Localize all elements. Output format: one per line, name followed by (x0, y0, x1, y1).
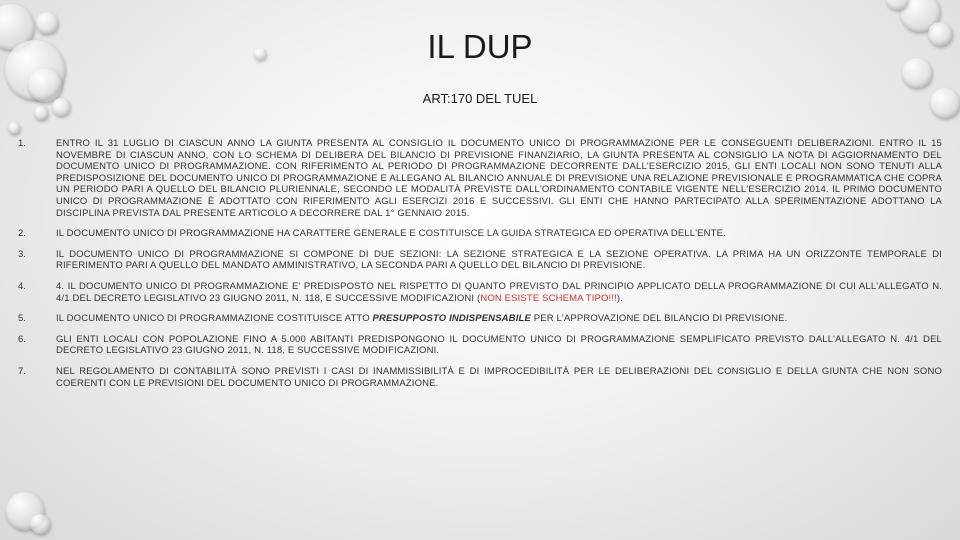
list-item (18, 313, 942, 325)
list-item-number: 7. (18, 365, 26, 377)
list-item-text: ENTRO IL 31 LUGLIO DI CIASCUN ANNO LA GIUNTA PRESENTA AL CONSIGLIO IL DOCUMENTO UNICO DI PROGRAMMAZIONE PER LE CONSEGUENTI DELIBERAZIONI. ENTRO IL 15 NOVEMBRE DI CIASCUN ANNO, CON LO SCHEMA DI DELIBERA DEL BILANCIO DI PREVISIONE FINANZIARIO, LA GIUNTA PRESENTA AL CONSIGLIO LA NOTA DI AGGIORNAMENTO DEL DOCUMENTO UNICO DI PROGRAMMAZIONE. CON RIFERIMENTO AL PERIODO DI PROGRAMMAZIONE DECORRENTE DALL'ESERCIZIO 2015, GLI ENTI LOCALI NON SONO TENUTI ALLA PREDISPOSIZIONE DEL DOCUMENTO UNICO DI PROGRAMMAZIONE E ALLEGANO AL BILANCIO ANNUALE DI PREVISIONE UNA RELAZIONE PREVISIONALE E PROGRAMMATICA CHE COPRA UN PERIODO PARI A QUELLO DEL BILANCIO PLURIENNALE, SECONDO LE MODALITÀ PREVISTE DALL'ORDINAMENTO CONTABILE VIGENTE NELL'ESERCIZIO 2014. IL PRIMO DOCUMENTO UNICO DI PROGRAMMAZIONE È ADOTTATO CON RIFERIMENTO AGLI ESERCIZI 2016 E SUCCESSIVI. GLI ENTI CHE HANNO PARTECIPATO ALLA SPERIMENTAZIONE ADOTTANO LA DISCIPLINA PREVISTA DAL PRESENTE ARTICOLO A DECORRERE DAL 1° GENNAIO 2015. (56, 138, 942, 219)
list-item-text (56, 281, 942, 304)
list-item-text: IL DOCUMENTO UNICO DI PROGRAMMAZIONE HA CARATTERE GENERALE E COSTITUISCE LA GUIDA STRATEGICA ED OPERATIVA DELL'ENTE. (56, 228, 726, 240)
slide-title: IL DUP (427, 28, 533, 65)
decorative-water-drop (34, 106, 48, 120)
list-item-text-end: ). (616, 292, 624, 304)
slide-subtitle: ART:170 DEL TUEL (422, 91, 538, 106)
list-item-number: 2. (18, 228, 26, 240)
list-item-text-main: 4. IL DOCUMENTO UNICO DI PROGRAMMAZIONE E' PREDISPOSTO NEL RISPETTO DI QUANTO PREVISTO DAL PRINCIPIO APPLICATO DELLA PROGRAMMAZIONE DI CUI ALL'ALLEGATO N. 4/1 DEL DECRETO LEGISLATIVO 23 GIUGNO 2011, N. 118, E SUCCESSIVE MODIFICAZIONI ( (56, 280, 942, 304)
list-item (18, 228, 942, 240)
list-item (18, 281, 942, 304)
list-item-text: NEL REGOLAMENTO DI CONTABILITÀ SONO PREVISTI I CASI DI INAMMISSIBILITÀ E DI IMPROCEDIBILITÀ PER LE DELIBERAZIONI DEL CONSIGLIO E DELLA GIUNTA CHE NON SONO COERENTI CON LE PREVISIONI DEL DOCUMENTO UNICO DI PROGRAMMAZIONE. (56, 365, 942, 389)
list-item-number: 3. (18, 248, 26, 260)
list-item-number: 4. (18, 280, 26, 292)
list-item (18, 249, 942, 272)
list-item (18, 138, 942, 219)
list-item-number: 5. (18, 313, 26, 325)
list-item-text-end: PER L'APPROVAZIONE DEL BILANCIO DI PREVISIONE. (530, 313, 788, 325)
article-list (18, 138, 942, 398)
list-item-number: 1. (18, 138, 26, 149)
decorative-water-drop (30, 514, 50, 534)
warning-note: NON ESISTE SCHEMA TIPO!!! (480, 292, 617, 304)
list-item-text-start: IL DOCUMENTO UNICO DI PROGRAMMAZIONE COSTITUISCE ATTO (56, 313, 373, 325)
emphasis-text: PRESUPPOSTO INDISPENSABILE (372, 313, 531, 325)
list-item (18, 334, 942, 357)
list-item (18, 366, 942, 389)
list-item-number: 6. (18, 333, 26, 345)
list-item-text (56, 313, 942, 325)
decorative-water-drop (8, 122, 20, 134)
list-item-text: IL DOCUMENTO UNICO DI PROGRAMMAZIONE SI COMPONE DI DUE SEZIONI: LA SEZIONE STRATEGICA E LA SEZIONE OPERATIVA. LA PRIMA HA UN ORIZZONTE TEMPORALE DI RIFERIMENTO PARI A QUELLO DEL MANDATO AMMINISTRATIVO, LA SECONDA PARI A QUELLO DEL BILANCIO DI PREVISIONE. (56, 248, 942, 272)
list-item-text: GLI ENTI LOCALI CON POPOLAZIONE FINO A 5.000 ABITANTI PREDISPONGONO IL DOCUMENTO UNICO DI PROGRAMMAZIONE SEMPLIFICATO PREVISTO DALL'ALLEGATO N. 4/1 DEL DECRETO LEGISLATIVO 23 GIUGNO 2011, N. 118, E SUCCESSIVE MODIFICAZIONI. (56, 333, 942, 357)
